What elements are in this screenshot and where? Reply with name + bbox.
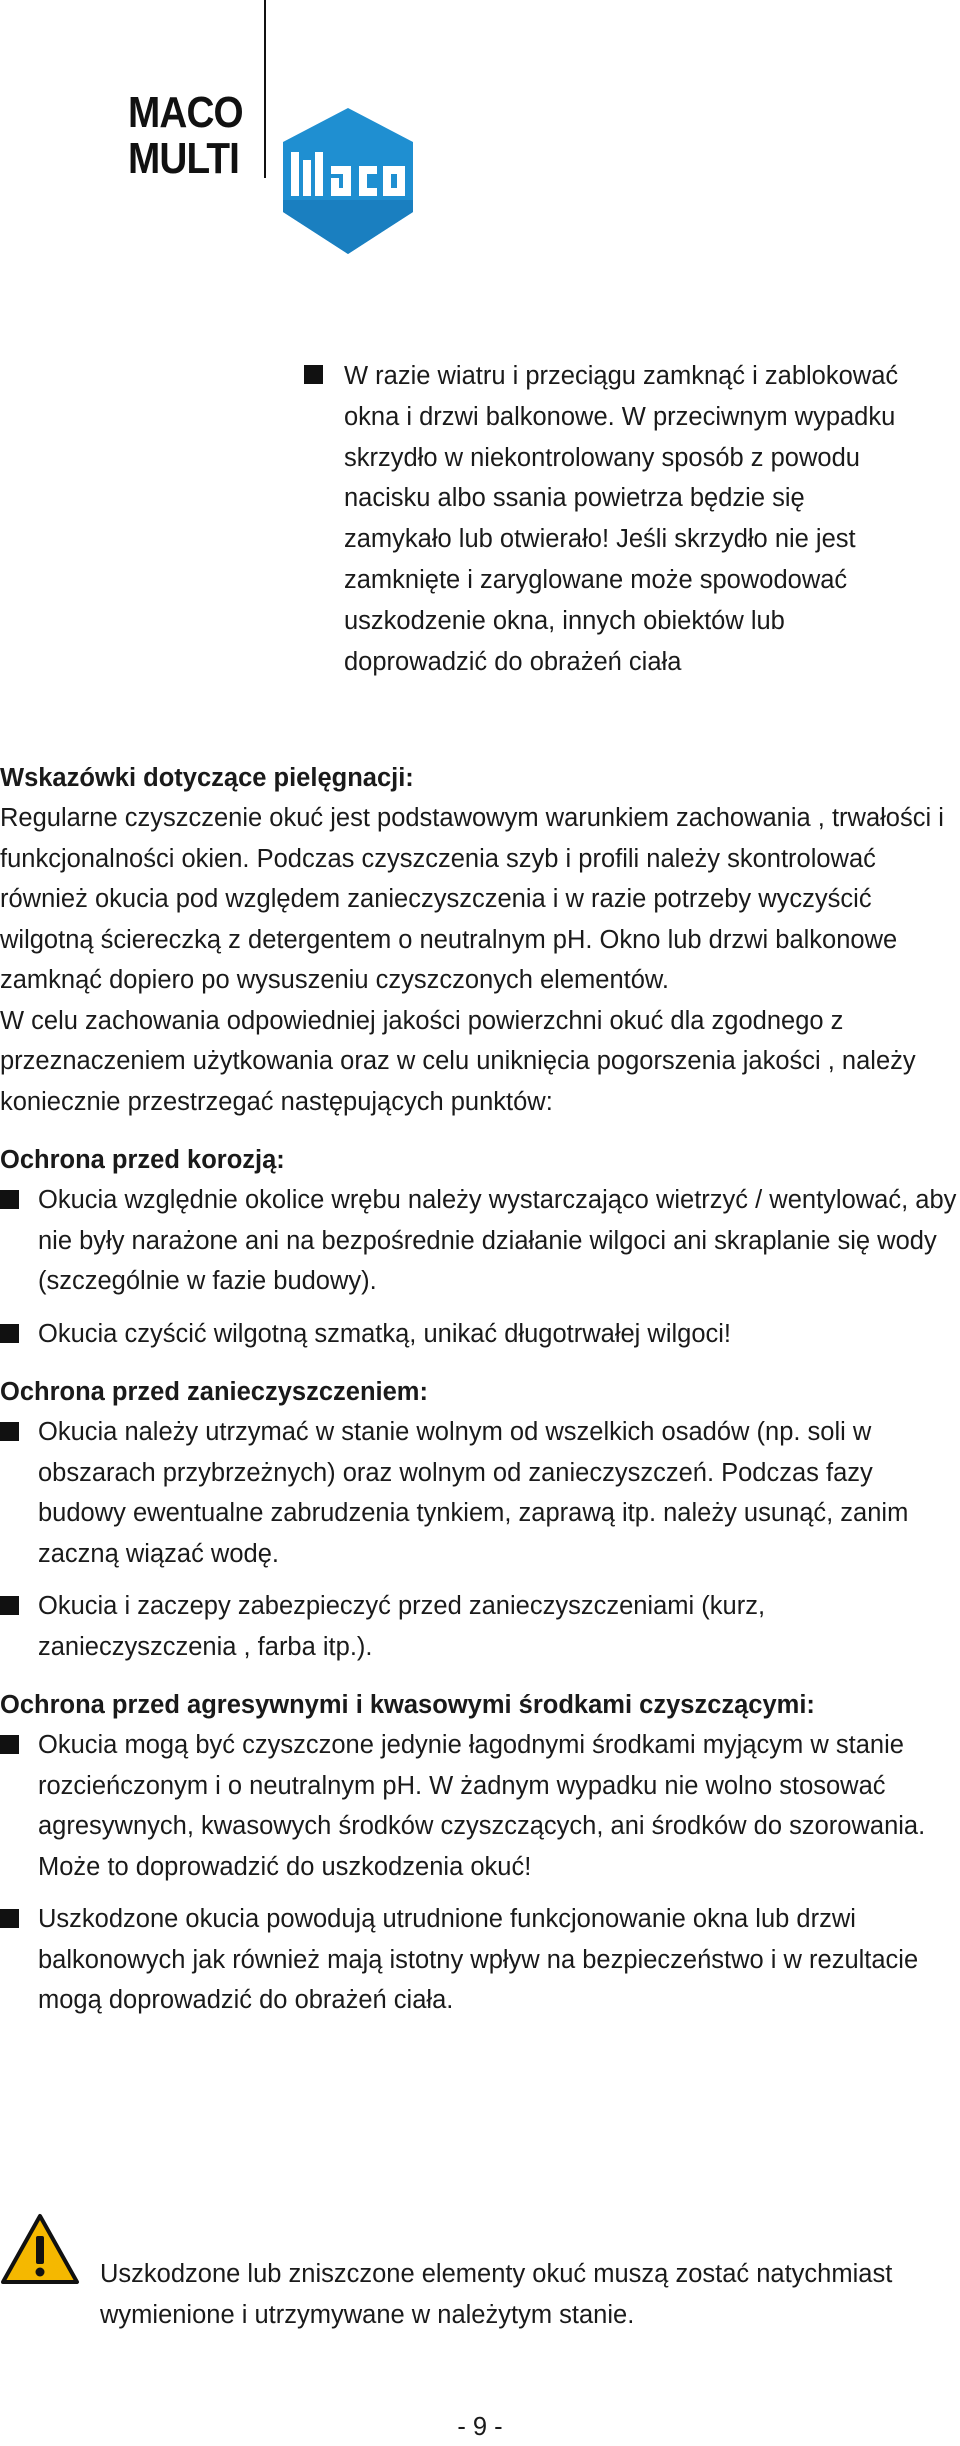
page-number: - 9 - bbox=[457, 2413, 503, 2441]
bullet-square-icon bbox=[0, 1909, 19, 1928]
care-paragraph-1: Regularne czyszczenie okuć jest podstawowym warunkiem zachowania , trwałości i funkcjonalności okien. Podczas czyszczenia szyb i profili należy skontrolować również okucia pod względem zanieczyszczenia i w razie potrzeby wyczyścić wilgotną ściereczką z detergentem o neutralnym pH. Okno lub drzwi balkonowe zamknąć dopiero po wysuszeniu czyszczonych elementów. bbox=[0, 804, 944, 994]
aggressive-heading: Ochrona przed agresywnymi i kwasowymi środkami czyszczącymi: bbox=[0, 1691, 815, 1719]
list-item bbox=[0, 1899, 960, 2021]
list-item bbox=[0, 1412, 960, 1574]
bullet-text: Okucia względnie okolice wrębu należy wystarczająco wietrzyć / wentylować, aby nie były narażone ani na bezpośrednie działanie wilgoci ani skraplanie się wody (szczególnie w fazie budowy). bbox=[38, 1186, 957, 1295]
bullet-square-icon bbox=[0, 1190, 19, 1209]
list-item bbox=[0, 1725, 960, 1887]
care-paragraph-2: W celu zachowania odpowiedniej jakości powierzchni okuć dla zgodnego z przeznaczeniem użytkowania oraz w celu uniknięcia pogorszenia jakości , należy koniecznie przestrzegać następujących punktów: bbox=[0, 1006, 916, 1116]
bullet-square-icon bbox=[0, 1735, 19, 1754]
bullet-square-icon bbox=[0, 1422, 19, 1441]
list-item bbox=[304, 356, 904, 682]
bullet-text: Okucia czyścić wilgotną szmatką, unikać długotrwałej wilgoci! bbox=[38, 1319, 732, 1348]
logo-line-1: MACO bbox=[128, 88, 243, 137]
main-content bbox=[0, 758, 960, 2021]
bullet-square-icon bbox=[304, 365, 323, 384]
list-item bbox=[0, 1586, 960, 1667]
top-warning-block bbox=[304, 356, 904, 682]
bullet-square-icon bbox=[0, 1596, 19, 1615]
bullet-text: Uszkodzone okucia powodują utrudnione funkcjonowanie okna lub drzwi balkonowych jak również mają istotny wpływ na bezpieczeństwo i w rezultacie mogą doprowadzić do obrażeń ciała. bbox=[38, 1905, 919, 2014]
corrosion-heading: Ochrona przed korozją: bbox=[0, 1146, 285, 1174]
care-heading: Wskazówki dotyczące pielęgnacji: bbox=[0, 764, 414, 792]
dirt-heading: Ochrona przed zanieczyszczeniem: bbox=[0, 1378, 428, 1406]
bullet-text: W razie wiatru i przeciągu zamknąć i zablokować okna i drzwi balkonowe. W przeciwnym wypadku skrzydło w niekontrolowany sposób z powodu nacisku albo ssania powietrza będzie się zamykało lub otwierało! Jeśli skrzydło nie jest zamknięte i zaryglowane może spowodować uszkodzenie okna, innych obiektów lub doprowadzić do obrażeń ciała bbox=[344, 362, 899, 676]
logo-wordmark bbox=[128, 90, 243, 182]
logo-line-2: MULTI bbox=[128, 134, 240, 183]
logo-divider bbox=[264, 0, 266, 178]
bullet-text: Okucia i zaczepy zabezpieczyć przed zanieczyszczeniami (kurz, zanieczyszczenia , farba itp.). bbox=[38, 1592, 766, 1661]
warning-triangle-icon bbox=[0, 2212, 80, 2286]
warning-note bbox=[0, 2212, 960, 2329]
maco-logo-icon bbox=[283, 108, 413, 254]
bullet-square-icon bbox=[0, 1324, 19, 1343]
warning-text: Uszkodzone lub zniszczone elementy okuć muszą zostać natychmiast wymienione i utrzymywane w należytym stanie. bbox=[100, 2260, 893, 2329]
bullet-text: Okucia mogą być czyszczone jedynie łagodnymi środkami myjącym w stanie rozcieńczonym i o neutralnym pH. W żadnym wypadku nie wolno stosować agresywnych, kwasowych środków czyszczących, ani środków do szorowania. Może to doprowadzić do uszkodzenia okuć! bbox=[38, 1731, 926, 1881]
bullet-text: Okucia należy utrzymać w stanie wolnym od wszelkich osadów (np. soli w obszarach przybrzeżnych) oraz wolnym od zanieczyszczeń. Podczas fazy budowy ewentualne zabrudzenia tynkiem, zaprawą itp. należy usunąć, zanim zaczną wiązać wodę. bbox=[38, 1418, 909, 1568]
list-item bbox=[0, 1180, 960, 1302]
list-item bbox=[0, 1314, 960, 1355]
